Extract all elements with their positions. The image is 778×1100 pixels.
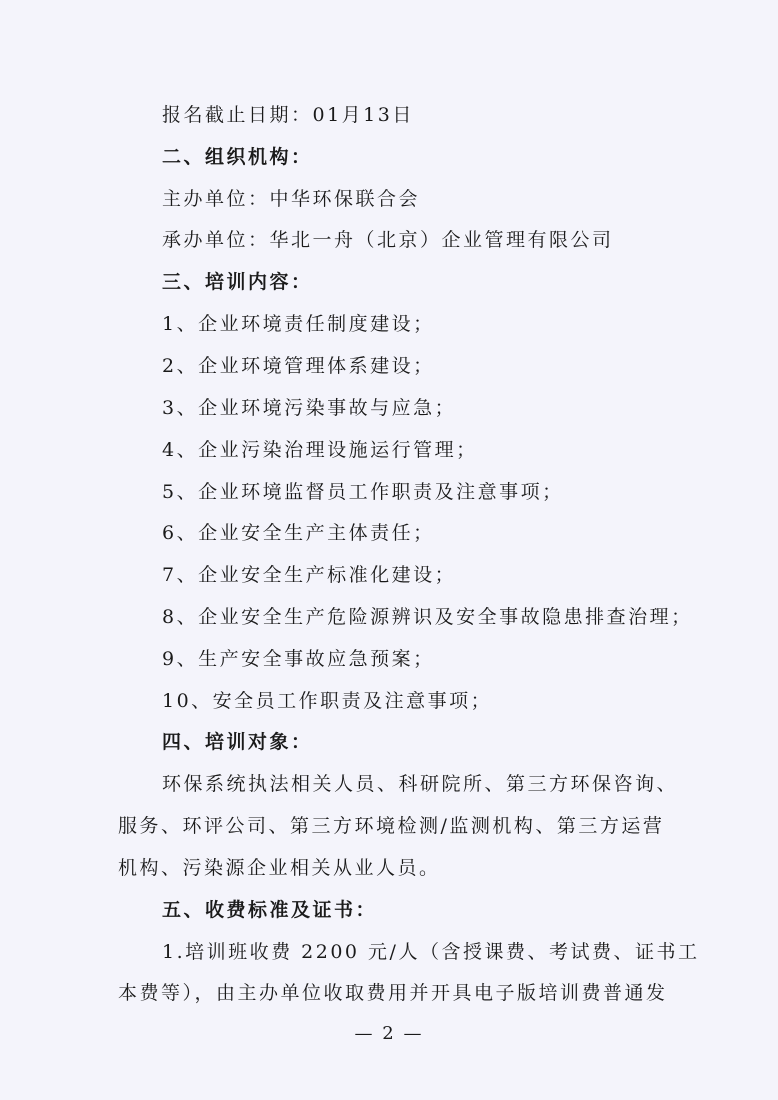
section-heading-fees-certificate: 五、收费标准及证书： (162, 899, 378, 921)
training-audience-text: 机构、污染源企业相关从业人员。 (118, 857, 441, 879)
training-content-item: 1、企业环境责任制度建设； (162, 313, 435, 335)
section-heading-organization: 二、组织机构： (162, 146, 313, 168)
training-content-item: 8、企业安全生产危险源辨识及安全事故隐患排查治理； (162, 606, 693, 628)
training-content-item: 9、生产安全事故应急预案； (162, 648, 435, 670)
training-content-item: 4、企业污染治理设施运行管理； (162, 439, 478, 461)
training-content-item: 10、安全员工作职责及注意事项； (162, 690, 493, 712)
training-content-item: 7、企业安全生产标准化建设； (162, 564, 457, 586)
section-heading-training-audience: 四、培训对象： (162, 731, 313, 753)
registration-deadline: 报名截止日期：01月13日 (162, 104, 414, 126)
host-organization: 主办单位：中华环保联合会 (162, 188, 421, 210)
training-content-item: 3、企业环境污染事故与应急； (162, 397, 457, 419)
training-content-item: 5、企业环境监督员工作职责及注意事项； (162, 481, 564, 503)
section-heading-training-content: 三、培训内容： (162, 271, 313, 293)
training-audience-text: 环保系统执法相关人员、科研院所、第三方环保咨询、 (162, 773, 679, 795)
fees-text: 1.培训班收费 2200 元/人（含授课费、考试费、证书工 (162, 941, 700, 963)
organizer-organization: 承办单位：华北一舟（北京）企业管理有限公司 (162, 229, 614, 251)
fees-text: 本费等），由主办单位收取费用并开具电子版培训费普通发 (118, 982, 668, 1004)
training-content-item: 2、企业环境管理体系建设； (162, 355, 435, 377)
training-content-item: 6、企业安全生产主体责任； (162, 522, 435, 544)
training-audience-text: 服务、环评公司、第三方环境检测/监测机构、第三方运营 (118, 815, 665, 837)
page-number: — 2 — (354, 1023, 424, 1044)
